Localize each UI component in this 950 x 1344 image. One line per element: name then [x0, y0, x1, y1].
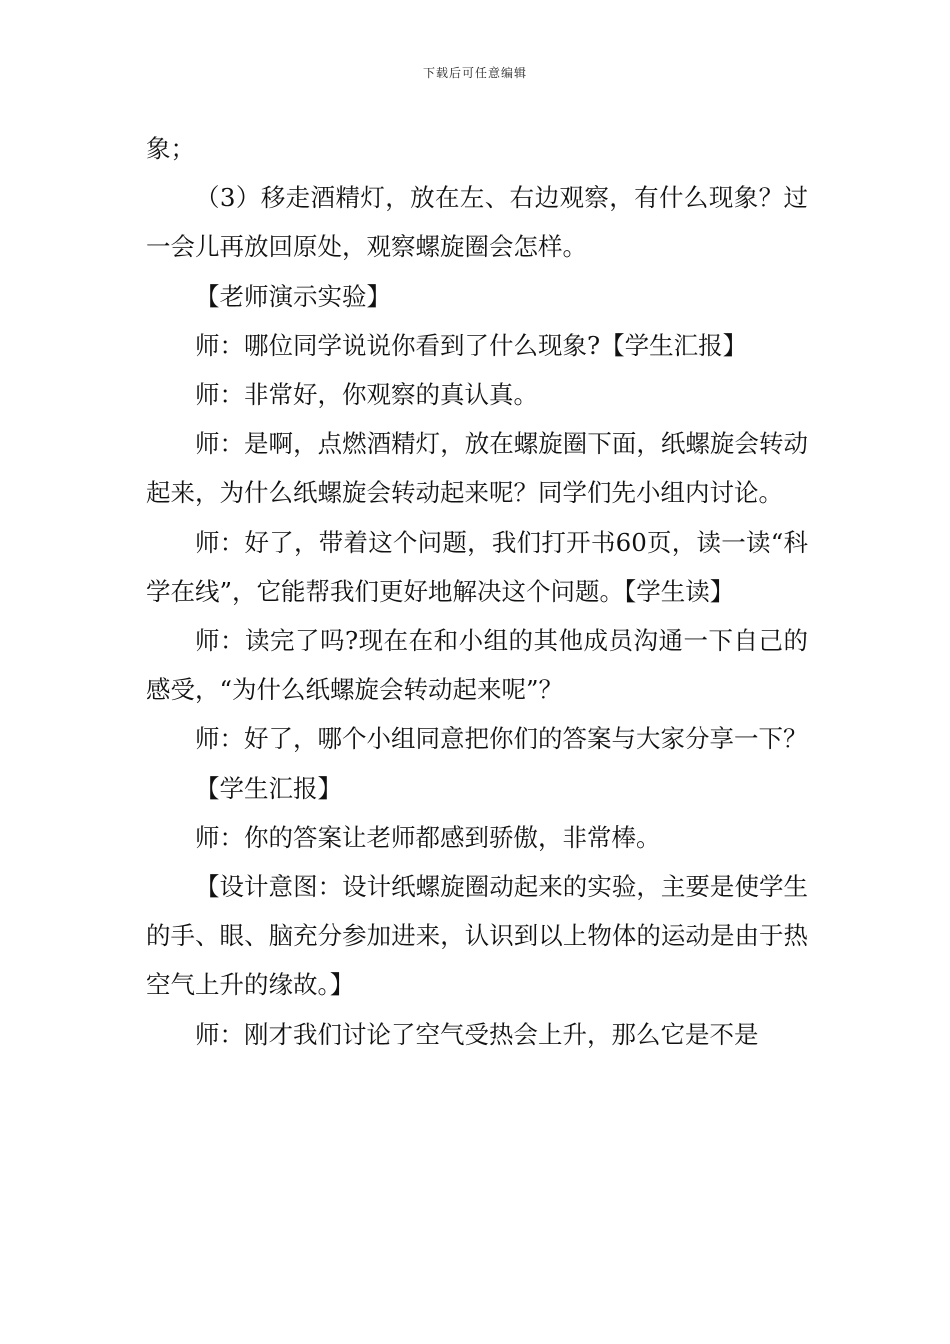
paragraph-12: 【设计意图：设计纸螺旋圈动起来的实验，主要是使学生的手、眼、脑充分参加进来，认识到以上物体的运动是由于热空气上升的缘故。】 — [146, 872, 808, 1000]
paragraph-2: （3）移走酒精灯，放在左、右边观察，有什么现象？过一会儿再放回原处，观察螺旋圈会怎样。 — [146, 183, 808, 262]
paragraph-11: 师：你的答案让老师都感到骄傲，非常棒。 — [195, 822, 661, 852]
page-header-note: 下载后可任意编辑 — [422, 66, 527, 80]
paragraph-8: 师：读完了吗?现在在和小组的其他成员沟通一下自己的感受，“为什么纸螺旋会转动起来呢”？ — [146, 626, 808, 705]
paragraph-9: 师：好了，哪个小组同意把你们的答案与大家分享一下？ — [195, 724, 808, 754]
paragraph-3: 【老师演示实验】 — [195, 281, 391, 311]
document-body — [146, 124, 808, 1059]
paragraph-5: 师：非常好，你观察的真认真。 — [195, 380, 538, 410]
paragraph-1: 象； — [146, 134, 195, 163]
paragraph-10: 【学生汇报】 — [195, 773, 342, 803]
paragraph-7: 师：好了，带着这个问题，我们打开书60页，读一读“科学在线”，它能帮我们更好地解决这个问题。【学生读】 — [146, 527, 808, 606]
paragraph-6: 师：是啊，点燃酒精灯，放在螺旋圈下面，纸螺旋会转动起来，为什么纸螺旋会转动起来呢？同学们先小组内讨论。 — [146, 429, 808, 508]
paragraph-13: 师：刚才我们讨论了空气受热会上升，那么它是不是 — [195, 1019, 759, 1049]
paragraph-4: 师：哪位同学说说你看到了什么现象?【学生汇报】 — [195, 330, 748, 360]
